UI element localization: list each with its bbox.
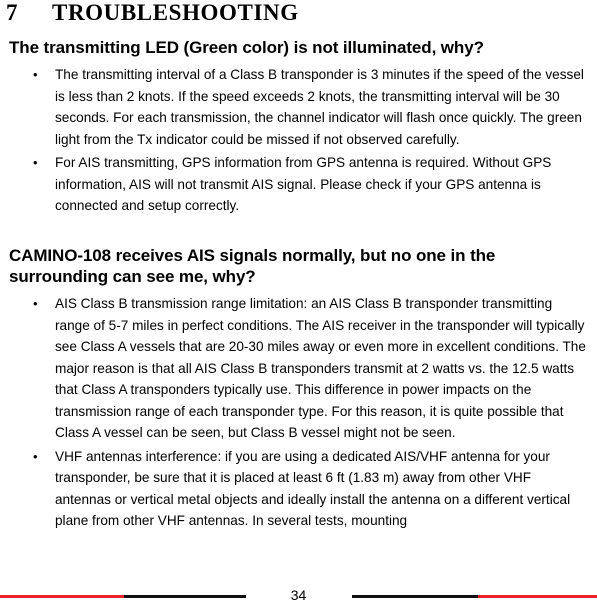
section-heading-camino — [9, 245, 495, 287]
led-bullet-list — [0, 64, 597, 219]
chapter-number: 7 — [6, 0, 19, 25]
page-number: 34 — [290, 587, 307, 603]
list-item — [0, 446, 597, 532]
bullet-icon: • — [33, 448, 38, 464]
list-item — [0, 152, 597, 217]
footer-bar-black-right — [352, 595, 478, 598]
section-heading-line: surrounding can see me, why? — [9, 267, 256, 286]
list-item — [0, 64, 597, 150]
list-item-text: For AIS transmitting, GPS information from GPS antenna is required. Without GPS information, AIS will not transmit AIS signal. Please check if your GPS antenna is connected and setup correctly. — [55, 155, 552, 213]
section-heading-led: The transmitting LED (Green color) is not illuminated, why? — [9, 38, 484, 57]
footer-bar-red-right — [478, 595, 597, 598]
list-item-text: The transmitting interval of a Class B transponder is 3 minutes if the speed of the vessel is less than 2 knots. If the speed exceeds 2 knots, the transmitting interval will be 30 seconds. For each transmission, the channel indicator will flash once quickly. The green light from the Tx indicator could be missed if not observed carefully. — [55, 67, 584, 147]
chapter-title: TROUBLESHOOTING — [52, 0, 299, 25]
list-item-text: AIS Class B transmission range limitation: an AIS Class B transponder transmitting range of 5-7 miles in perfect conditions. The AIS receiver in the transponder will typically see Class A vessels that are 20-30 miles away or even more in excellent conditions. The major reason is that all AIS Class B transponders transmit at 2 watts vs. the 12.5 watts that Class A transponders typically use. This difference in power impacts on the transmission range of each transponder type. For this reason, it is quite possible that Class A vessel can be seen, but Class B vessel might not be seen. — [55, 296, 586, 440]
list-item — [0, 293, 597, 444]
bullet-icon: • — [33, 155, 38, 170]
list-item-text: VHF antennas interference: if you are using a dedicated AIS/VHF antenna for your transponder, be sure that it is placed at least 6 ft (1.83 m) away from other VHF antennas or vertical metal objects and ideally install the antenna on a different vertical plane from other VHF antennas. In several tests, mounting — [55, 448, 571, 528]
chapter-heading — [6, 0, 299, 26]
camino-bullet-list — [0, 293, 597, 534]
bullet-icon: • — [33, 296, 38, 311]
bullet-icon: • — [33, 67, 38, 82]
section-heading-line: CAMINO-108 receives AIS signals normally, but no one in the — [9, 246, 496, 265]
